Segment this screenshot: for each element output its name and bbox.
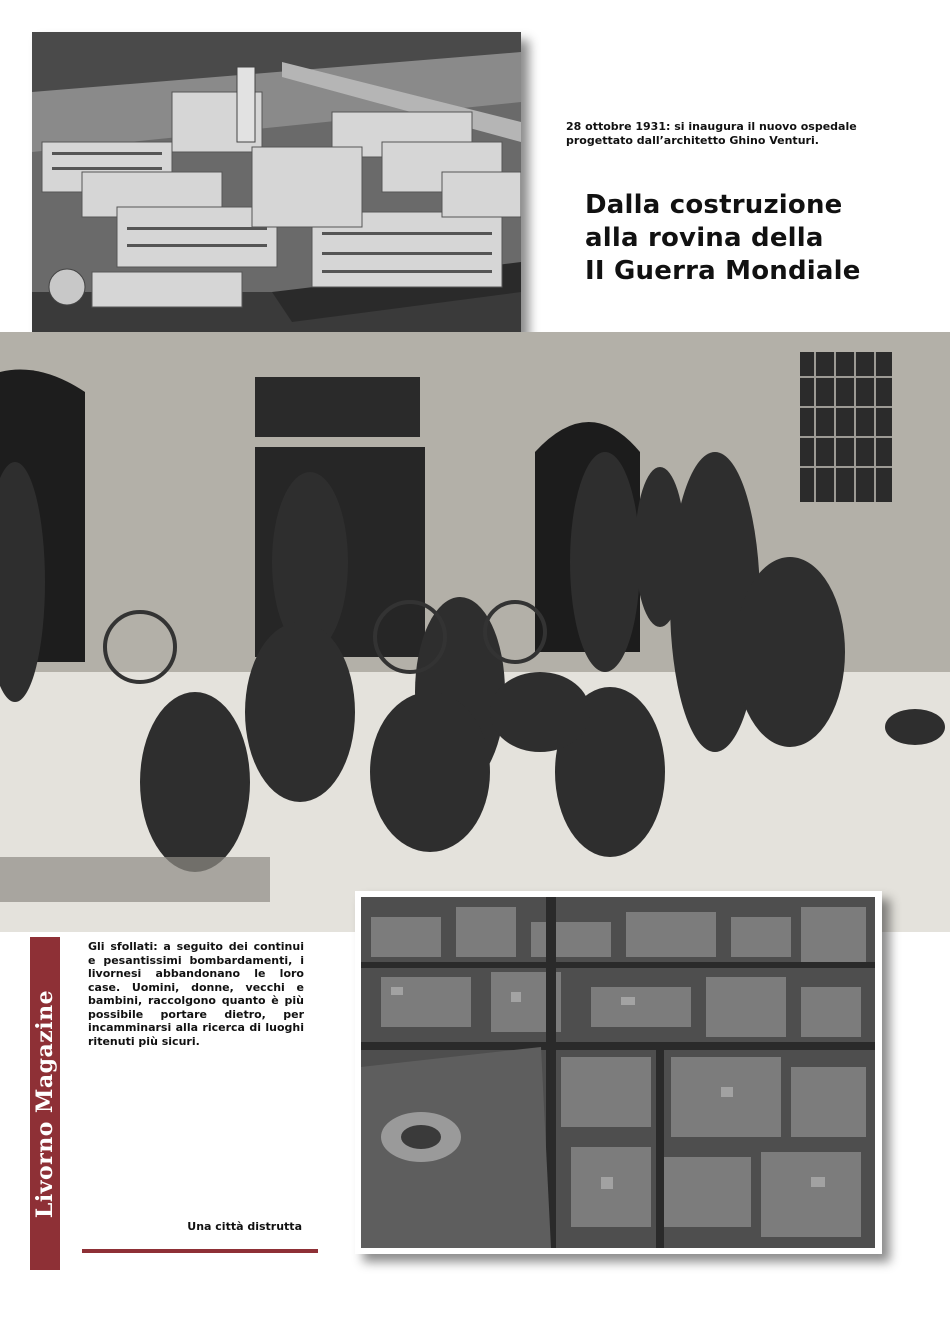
headline-line-1: Dalla costruzione xyxy=(585,190,843,220)
magazine-title: Livorno Magazine xyxy=(32,989,59,1218)
page-headline xyxy=(585,189,935,288)
destroyed-city-photo xyxy=(361,897,875,1248)
ruins-caption: Una città distrutta xyxy=(187,1220,302,1233)
magazine-title-container xyxy=(30,937,60,1270)
hospital-caption: 28 ottobre 1931: si inaugura il nuovo ospedale progettato dall’architetto Ghino Venturi. xyxy=(566,120,857,147)
refugees-caption: Gli sfollati: a seguito dei continui e pesantissimi bombardamenti, i livornesi abbandonano le loro case. Uomini, donne, vecchi e bambini, raccolgono quanto è più possibile portare dietro, per incamminarsi alla ricerca di luoghi ritenuti più sicuri. xyxy=(88,940,304,1048)
refugees-photo xyxy=(0,332,950,932)
headline-line-3: II Guerra Mondiale xyxy=(585,256,861,286)
hospital-aerial-photo xyxy=(32,32,521,343)
headline-line-2: alla rovina della xyxy=(585,223,824,253)
accent-rule xyxy=(82,1249,318,1253)
